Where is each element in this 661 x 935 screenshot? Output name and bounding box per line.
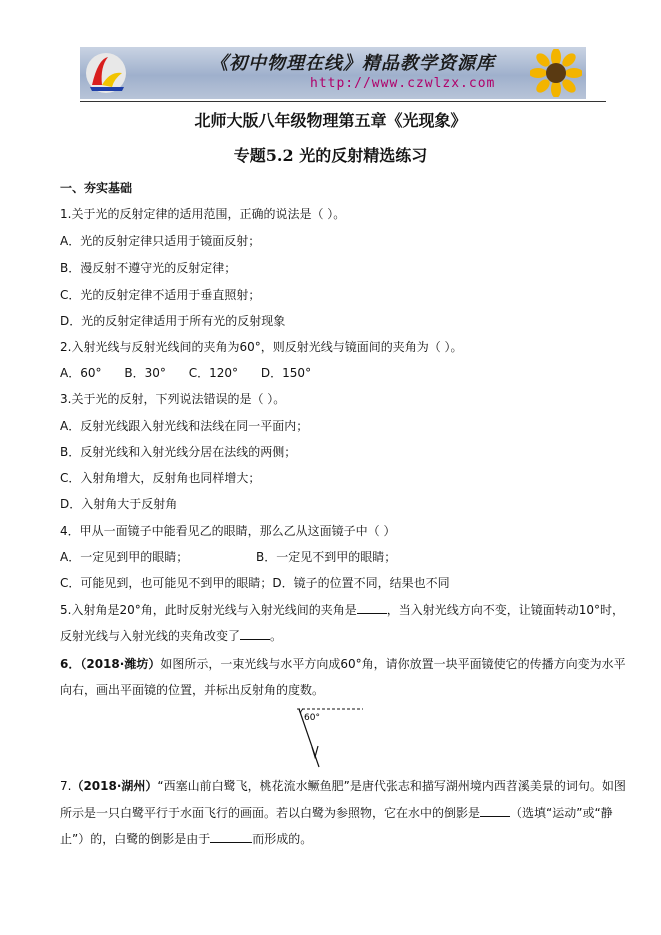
q1-option-a: A．光的反射定律只适用于镜面反射；: [60, 234, 261, 248]
site-logo-icon: [84, 51, 128, 95]
q7-text-2b: （选填“运动”或“静: [510, 806, 613, 820]
q4-options-cd: C．可能见到，也可能见不到甲的眼睛；D．镜子的位置不同，结果也不同: [60, 576, 450, 590]
q5-text-2: ，当入射光线方向不变，让镜面转动10°时，: [386, 603, 625, 617]
banner-url: http://www.czwlzx.com: [310, 76, 496, 91]
q7-blank-1[interactable]: [480, 804, 510, 817]
q6-line1: [60, 655, 626, 672]
angle-label: 60°: [304, 713, 320, 723]
q2-options: A．60° B．30° C．120° D．150°: [60, 366, 312, 380]
light-ray-diagram: [295, 703, 365, 775]
q6-number: 6．: [60, 657, 81, 671]
banner-title: 《初中物理在线》精品教学资源库: [210, 53, 495, 74]
q5-text-4: 。: [270, 629, 283, 643]
q7-blank-2[interactable]: [210, 830, 252, 843]
q2-stem: 2.入射光线与反射光线间的夹角为60°，则反射光线与镜面间的夹角为（ ）。: [60, 340, 463, 354]
section-heading: 一、夯实基础: [60, 181, 133, 195]
q7-text-3b: 而形成的。: [252, 832, 313, 846]
q1-option-c: C．光的反射定律不适用于垂直照射；: [60, 288, 261, 302]
page-subtitle: 专题5.2 光的反射精选练习: [233, 146, 428, 165]
page-title: 北师大版八年级物理第五章《光现象》: [194, 111, 467, 130]
q5-line1: [60, 601, 624, 618]
q4-option-b: B．一定见不到甲的眼睛；: [256, 550, 397, 564]
q6-source: （2018·潍坊）: [80, 657, 161, 671]
q5-text-1: 5.入射角是20°角，此时反射光线与入射光线间的夹角是: [60, 603, 357, 617]
q3-option-a: A．反射光线跟入射光线和法线在同一平面内；: [60, 419, 309, 433]
q4-options-ab: [60, 548, 600, 565]
q7-line3: [60, 830, 312, 847]
q5-blank-1[interactable]: [357, 601, 387, 614]
q3-stem: 3.关于光的反射，下列说法错误的是（ ）。: [60, 392, 286, 406]
q7-text-1: “西塞山前白鹭飞，桃花流水鳜鱼肥”是唐代张志和描写湖州境内西苕溪美景的词句。如图: [157, 779, 626, 793]
q1-option-b: B．漫反射不遵守光的反射定律；: [60, 261, 237, 275]
q4-stem: 4．甲从一面镜子中能看见乙的眼睛，那么乙从这面镜子中（ ）: [60, 524, 396, 538]
q3-option-c: C．入射角增大，反射角也同样增大；: [60, 471, 261, 485]
q5-line2: [60, 627, 282, 644]
header-banner: [80, 47, 586, 99]
q5-blank-2[interactable]: [240, 627, 270, 640]
q1-option-d: D．光的反射定律适用于所有光的反射现象: [60, 314, 286, 328]
q1-stem: 1.关于光的反射定律的适用范围，正确的说法是（ ）。: [60, 207, 346, 221]
q5-text-3: 反射光线与入射光线的夹角改变了: [60, 629, 241, 643]
q7-text-2a: 所示是一只白鹭平行于水面飞行的画面。若以白鹭为参照物，它在水中的倒影是: [60, 806, 481, 820]
q7-source: （2018·湖州）: [71, 779, 158, 793]
q7-line2: [60, 804, 613, 821]
header-rule: [80, 101, 606, 102]
q4-option-a: A．一定见到甲的眼睛；: [60, 550, 189, 564]
q7-line1: [60, 777, 626, 794]
q3-option-d: D．入射角大于反射角: [60, 497, 178, 511]
angle-arc: [301, 709, 303, 715]
q3-option-b: B．反射光线和入射光线分居在法线的两侧；: [60, 445, 297, 459]
q6-text-1: 如图所示，一束光线与水平方向成60°角，请你放置一块平面镜使它的传播方向变为水平: [160, 657, 626, 671]
q7-text-3a: 止”）的，白鹭的倒影是由于: [60, 832, 211, 846]
sunflower-icon: [530, 49, 582, 97]
q6-line2: 向右，画出平面镜的位置，并标出反射角的度数。: [60, 683, 325, 697]
q7-number: 7.: [60, 779, 72, 793]
